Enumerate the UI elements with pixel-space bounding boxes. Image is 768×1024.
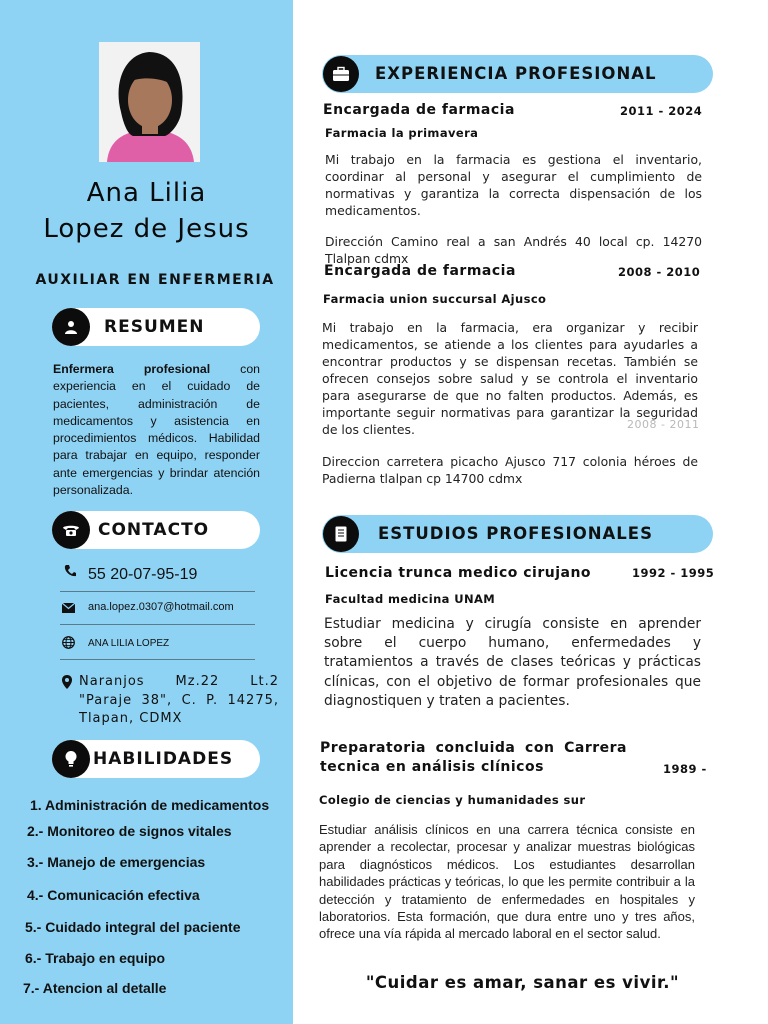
job-org-2: Farmacia union succursal Ajusco — [323, 292, 547, 306]
resumen-title: RESUMEN — [104, 317, 205, 337]
job-address-clip-1 — [325, 233, 705, 266]
job-address-2: Direccion carretera picacho Ajusco 717 colonia héroes de Padierna tlalpan cp 14700 cdmx — [322, 454, 698, 486]
briefcase-icon — [323, 56, 359, 92]
book-icon — [323, 516, 359, 552]
resumen-header — [52, 308, 260, 346]
contacto-header — [52, 511, 260, 549]
study-years-1: 1992 - 1995 — [632, 566, 715, 580]
study-org-2: Colegio de ciencias y humanidades sur — [319, 793, 586, 807]
person-icon — [52, 308, 90, 346]
skill-item: 5.- Cuidado integral del paciente — [25, 919, 241, 935]
skill-item: 6.- Trabajo en equipo — [25, 950, 166, 966]
experiencia-title: EXPERIENCIA PROFESIONAL — [375, 64, 657, 83]
mail-icon — [62, 602, 75, 616]
job-desc-1: Mi trabajo en la farmacia es gestiona el inventario, coordinar al personal y asegurar el cumplimiento de normativas y garantiza la correcta dispensación de los medicamentos. — [325, 152, 702, 218]
estudios-header — [322, 515, 713, 553]
study-title-1: Licencia trunca medico cirujano — [325, 565, 592, 581]
contact-web-row — [60, 632, 255, 660]
contact-email-row — [60, 597, 255, 625]
closing-quote: "Cuidar es amar, sanar es vivir." — [365, 973, 680, 992]
sidebar — [0, 0, 293, 1024]
job-years-1: 2011 - 2024 — [620, 104, 703, 118]
skill-item: 4.- Comunicación efectiva — [27, 887, 200, 903]
name-first: Ana Lilia — [86, 178, 207, 208]
contact-phone-row — [60, 562, 255, 592]
phone-icon — [52, 511, 90, 549]
contact-address-row — [60, 672, 282, 732]
skill-item: 7.- Atencion al detalle — [23, 980, 167, 996]
lightbulb-icon — [52, 740, 90, 778]
study-org-1: Facultad medicina UNAM — [325, 592, 496, 606]
habilidades-header — [52, 740, 260, 778]
job-ghost-years-2: 2008 - 2011 — [627, 418, 700, 431]
habilidades-title: HABILIDADES — [93, 749, 234, 769]
web-profile[interactable]: ANA LILIA LOPEZ — [88, 638, 170, 649]
study-desc-2: Estudiar análisis clínicos en una carrera técnica consiste en aprender a recolectar, procesar y analizar muestras biológicas para diagnósticos médicos. Los estudiantes desarrollan habilidades prácticas y teóricas, lo que les permite contribuir a la detección y tratamiento de enfermedades en hospitales y laboratorios. Esta formación, que dura entre uno y tres años, ofrece una vía rápida al mercado laboral en el sector salud. — [319, 822, 695, 942]
study-title-2a: Preparatoria concluida con Carrera — [320, 740, 627, 756]
study-desc-1: Estudiar medicina y cirugía consiste en aprender sobre el cuerpo humano, enfermedades y tratamientos a través de clases teóricas y prácticas clínicas, con el objetivo de formar profesionales que diagnostiquen y traten a pacientes. — [324, 616, 701, 709]
estudios-title: ESTUDIOS PROFESIONALES — [378, 524, 653, 543]
job-title-2: Encargada de farmacia — [324, 263, 516, 279]
resumen-text — [53, 361, 260, 499]
handset-icon — [64, 564, 76, 581]
skill-item: 2.- Monitoreo de signos vitales — [27, 823, 232, 839]
experiencia-header — [322, 55, 713, 93]
skill-item: 3.- Manejo de emergencias — [27, 854, 206, 870]
study-years-2: 1989 - — [663, 762, 707, 776]
email-address[interactable]: ana.lopez.0307@hotmail.com — [88, 601, 234, 613]
job-years-2: 2008 - 2010 — [618, 265, 701, 279]
resumen-lead: Enfermera profesional — [53, 362, 211, 376]
job-address-1: Dirección Camino real a san Andrés 40 local cp. 14270 Tlalpan cdmx — [325, 234, 702, 266]
job-title: AUXILIAR EN ENFERMERIA — [35, 272, 275, 288]
contacto-title: CONTACTO — [98, 520, 210, 540]
job-title-1: Encargada de farmacia — [323, 102, 515, 118]
name-last: Lopez de Jesus — [43, 214, 250, 244]
phone-number[interactable]: 55 20-07-95-19 — [88, 566, 198, 583]
location-pin-icon — [62, 674, 72, 693]
job-org-1: Farmacia la primavera — [325, 126, 479, 140]
profile-photo — [99, 42, 200, 162]
skill-item: 1. Administración de medicamentos — [30, 797, 270, 813]
address-text: Naranjos Mz.22 Lt.2 "Paraje 38", C. P. 14275, Tlapan, CDMX — [79, 674, 279, 726]
resumen-body: con experiencia en el cuidado de pacientes, administración de medicamentos y asistencia en procedimientos médicos. Habilidad para trabajar en equipo, responder ante emergencias y brindar atención personalizada. — [53, 362, 260, 498]
job-desc-2: Mi trabajo en la farmacia, era organizar y recibir medicamentos, se atiende a los clientes para ayudarles a encontrar productos y se dispensan recetas. También se ofrecen consejos sobre salud y se controla el inventario para asegurarse de que no falten productos. Además, es importante seguir normativas para garantizar la seguridad de los clientes. — [322, 320, 698, 437]
globe-icon — [62, 636, 75, 652]
study-title-2b: tecnica en análisis clínicos — [320, 759, 544, 775]
